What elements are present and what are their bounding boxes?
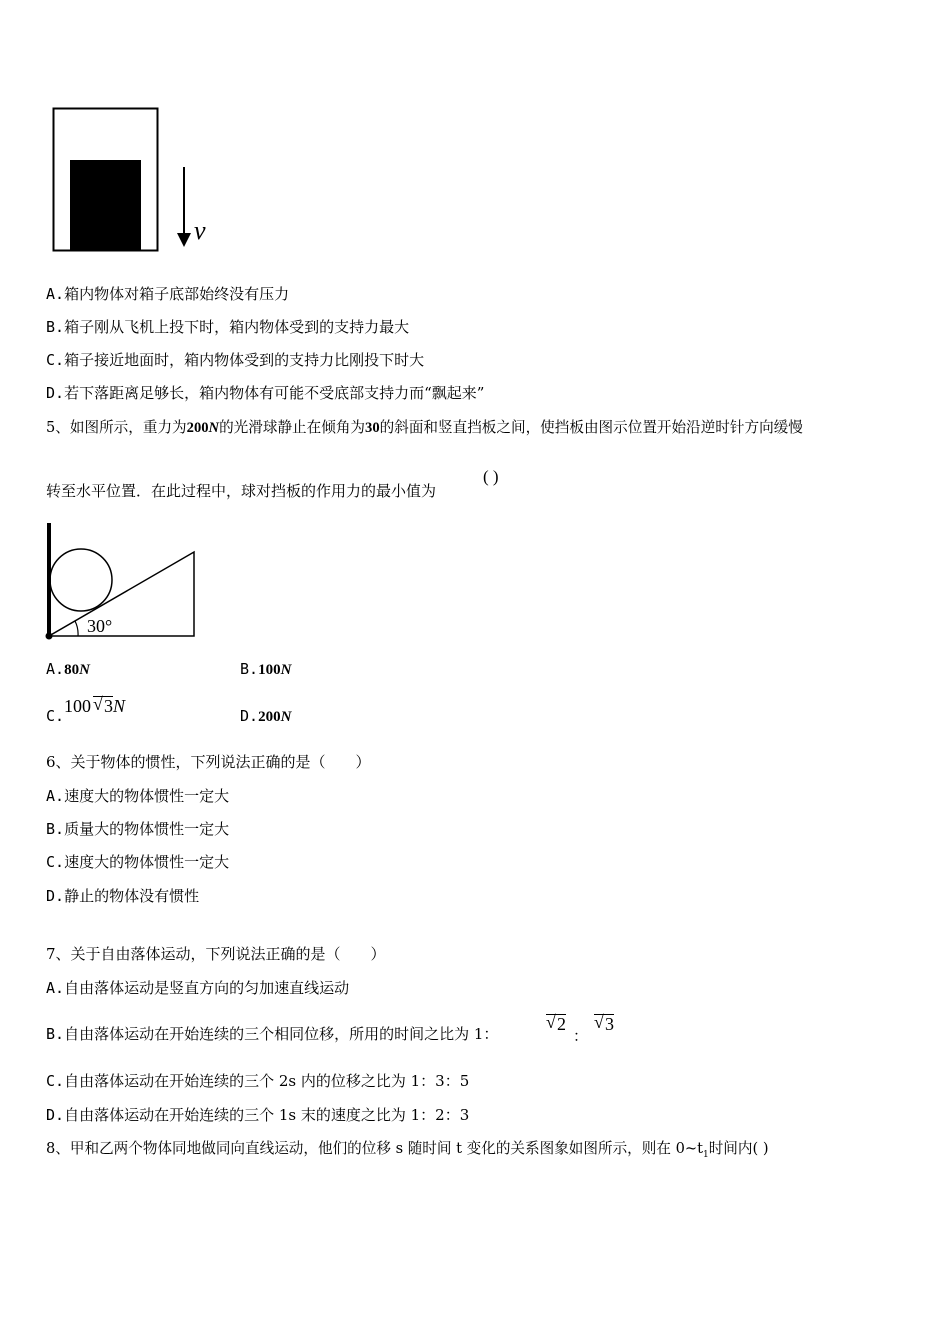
incline-figure bbox=[40, 520, 210, 645]
block-inside-box bbox=[70, 160, 141, 250]
q7-option-a: A.自由落体运动是竖直方向的匀加速直线运动 bbox=[46, 979, 350, 997]
q7-stem: 7、关于自由落体运动，下列说法正确的是（ ） bbox=[46, 945, 386, 963]
box-figure bbox=[50, 105, 220, 255]
q6-option-a: A.速度大的物体惯性一定大 bbox=[46, 787, 230, 805]
q5-option-c-value: 100 √ 3N bbox=[64, 694, 126, 716]
pivot-point bbox=[46, 633, 53, 640]
q5-option-c-letter: C. bbox=[46, 707, 65, 725]
q6-option-b: B.质量大的物体惯性一定大 bbox=[46, 820, 230, 838]
q6-stem: 6、关于物体的惯性，下列说法正确的是（ ） bbox=[46, 753, 371, 771]
q5-option-b: B.100N bbox=[240, 660, 292, 678]
q7-option-b-sqrt3: √ 3 bbox=[594, 1012, 614, 1034]
radical-sign-icon: √ bbox=[93, 694, 103, 714]
velocity-arrow-head bbox=[177, 233, 191, 247]
angle-label: 30° bbox=[87, 616, 113, 636]
q5-stem-line2: 转至水平位置．在此过程中，球对挡板的作用力的最小值为 bbox=[46, 482, 437, 500]
velocity-label: v bbox=[194, 216, 206, 245]
q4-option-d: D.若下落距离足够长，箱内物体有可能不受底部支持力而“飘起来” bbox=[46, 384, 485, 402]
q7-option-c: C.自由落体运动在开始连续的三个 2s 内的位移之比为 1：3：5 bbox=[46, 1072, 470, 1090]
q7-option-b-separator: ： bbox=[573, 1027, 589, 1045]
q7-option-d: D.自由落体运动在开始连续的三个 1s 末的速度之比为 1：2：3 bbox=[46, 1106, 470, 1124]
q4-option-c: C.箱子接近地面时，箱内物体受到的支持力比刚投下时大 bbox=[46, 351, 425, 369]
radical-sign-icon: √ bbox=[594, 1012, 604, 1032]
q4-option-b: B.箱子刚从飞机上投下时，箱内物体受到的支持力最大 bbox=[46, 318, 410, 336]
q7-option-b: B.自由落体运动在开始连续的三个相同位移，所用的时间之比为 1： bbox=[46, 1025, 499, 1043]
q5-answer-paren: ( ) bbox=[483, 467, 499, 486]
smooth-ball bbox=[50, 549, 112, 611]
q7-option-b-sqrt2: √ 2 bbox=[546, 1012, 566, 1034]
q8-stem: 8、甲和乙两个物体同地做同向直线运动，他们的位移 s 随时间 t 变化的关系图象如图所示，则在 $0\sim t_1$时间内( ) bbox=[46, 1140, 769, 1160]
angle-arc bbox=[75, 621, 78, 636]
q6-option-d: D.静止的物体没有惯性 bbox=[46, 887, 200, 905]
q5-option-a: A.80N bbox=[46, 660, 90, 678]
incline-triangle bbox=[49, 552, 194, 636]
q5-stem-line1: 5、如图所示，重力为200N的光滑球静止在倾角为30的斜面和竖直挡板之间，使挡板由图示位置开始沿逆时针方向缓慢 bbox=[46, 419, 803, 436]
q4-option-a: A.箱内物体对箱子底部始终没有压力 bbox=[46, 285, 290, 303]
radical-sign-icon: √ bbox=[546, 1012, 556, 1032]
q5-option-d: D.200N bbox=[240, 707, 292, 725]
q6-option-c: C.速度大的物体惯性一定大 bbox=[46, 853, 230, 871]
